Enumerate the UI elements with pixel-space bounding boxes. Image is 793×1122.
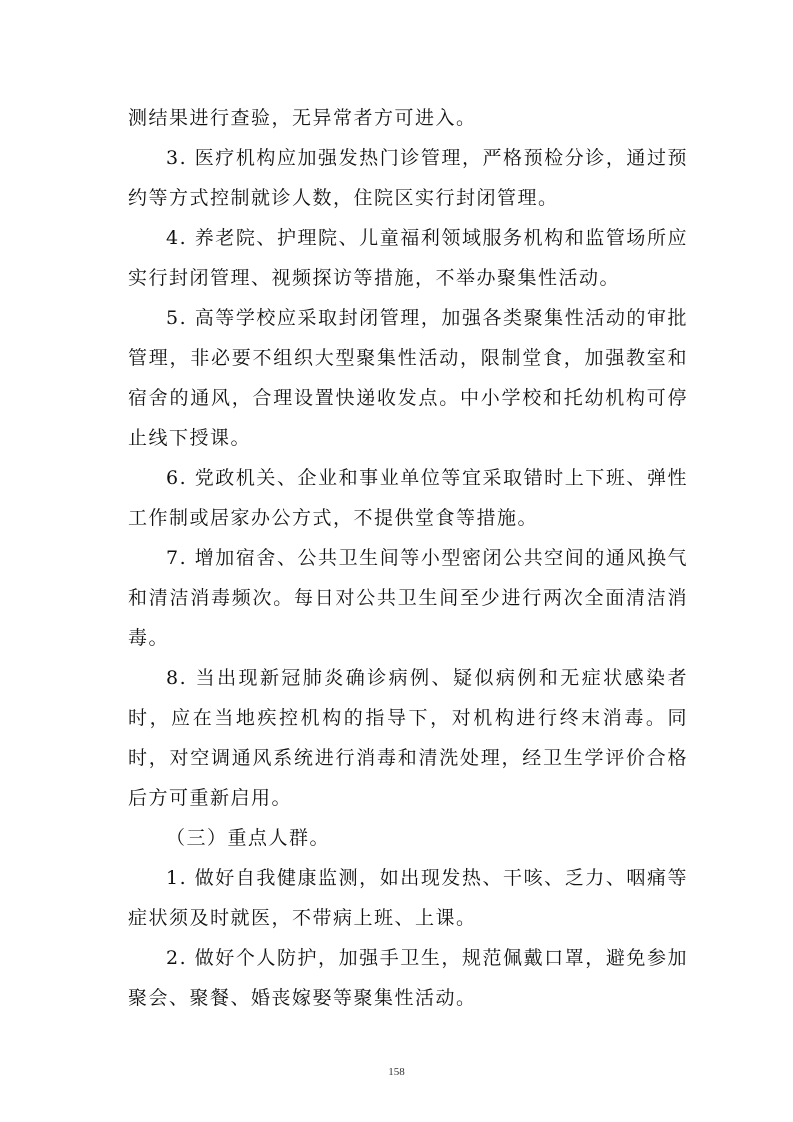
paragraph-group-item-2: 2. 做好个人防护，加强手卫生，规范佩戴口罩，避免参加聚会、聚餐、婚丧嫁娶等聚集性活动。 (128, 947, 688, 1009)
paragraph-continuation: 测结果进行查验，无异常者方可进入。 (128, 107, 477, 129)
paragraph-item-6: 6. 党政机关、企业和事业单位等宜采取错时上下班、弹性工作制或居家办公方式，不提供堂食等措施。 (128, 467, 688, 529)
page-number: 158 (388, 1066, 405, 1078)
body-text (128, 98, 688, 1018)
paragraph-item-7: 7. 增加宿舍、公共卫生间等小型密闭公共空间的通风换气和清洁消毒频次。每日对公共卫生间至少进行两次全面清洁消毒。 (128, 547, 688, 649)
paragraph-group-item-1: 1. 做好自我健康监测，如出现发热、干咳、乏力、咽痛等症状须及时就医，不带病上班、上课。 (128, 867, 688, 929)
paragraph-item-4: 4. 养老院、护理院、儿童福利领域服务机构和监管场所应实行封闭管理、视频探访等措施，不举办聚集性活动。 (128, 227, 688, 289)
paragraph-item-5: 5. 高等学校应采取封闭管理，加强各类聚集性活动的审批管理，非必要不组织大型聚集性活动，限制堂食，加强教室和宿舍的通风，合理设置快递收发点。中小学校和托幼机构可停止线下授课。 (128, 307, 688, 449)
section-heading: （三）重点人群。 (166, 827, 331, 849)
paragraph-item-8: 8. 当出现新冠肺炎确诊病例、疑似病例和无症状感染者时，应在当地疾控机构的指导下，对机构进行终末消毒。同时，对空调通风系统进行消毒和清洗处理，经卫生学评价合格后方可重新启用。 (128, 667, 688, 809)
paragraph-item-3: 3. 医疗机构应加强发热门诊管理，严格预检分诊，通过预约等方式控制就诊人数，住院区实行封闭管理。 (128, 147, 688, 209)
